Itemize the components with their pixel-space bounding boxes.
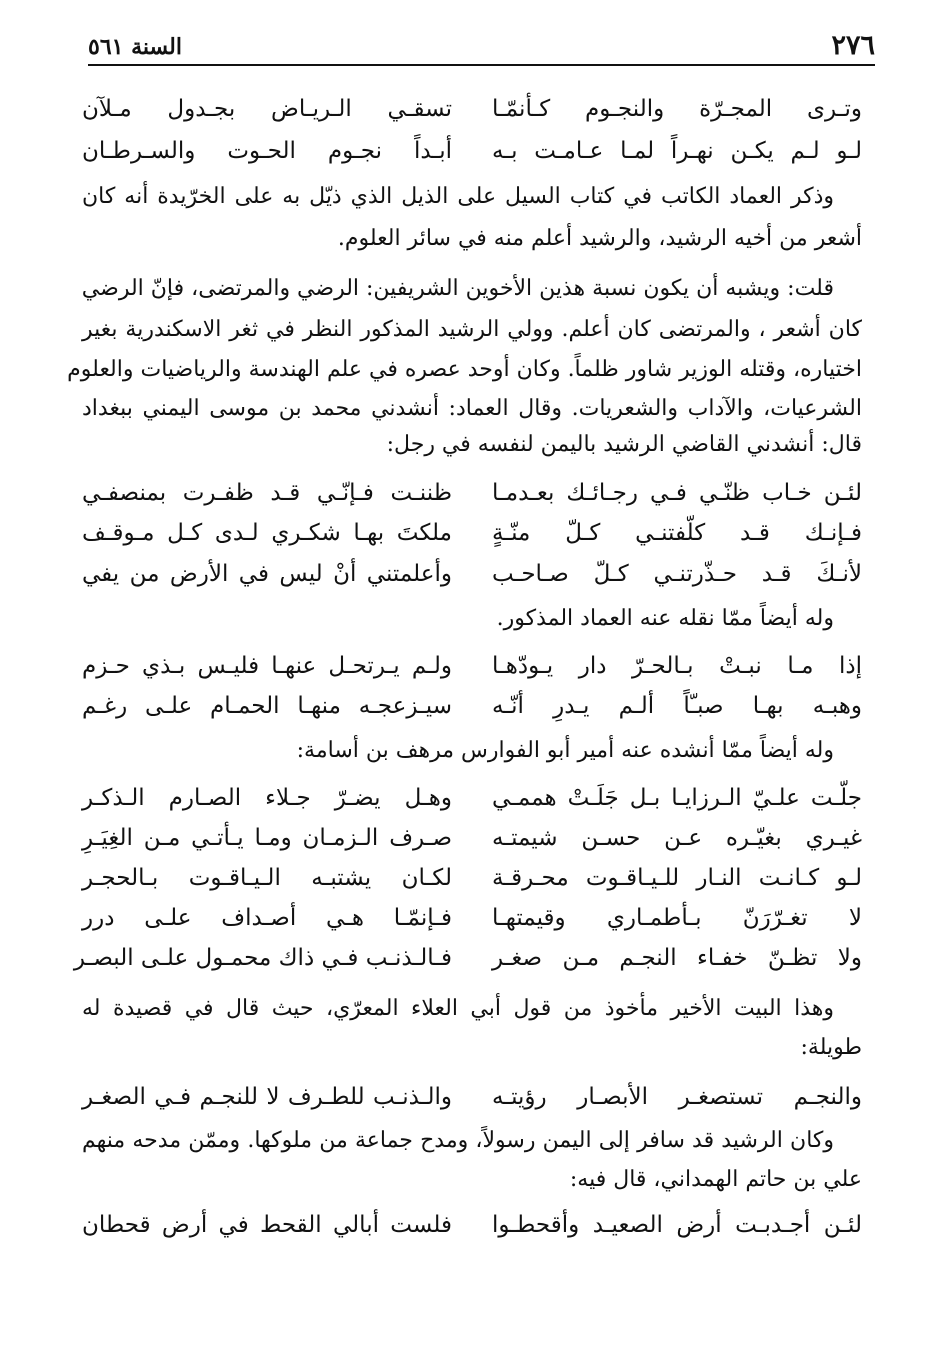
hemistich-second: لكـان يشتبـه الـيـاقـوت بـالحجـر bbox=[82, 865, 452, 891]
hemistich-first: غيـري بغيّـره عـن حسـن شيمتـه bbox=[492, 825, 862, 851]
hemistich-second: أبـداً نجـوم الحـوت والسـرطـان bbox=[82, 138, 452, 164]
hemistich-first: وهبـه بهـا صبـّاً ألـم يـدرِ أنّـه bbox=[492, 693, 862, 719]
verse-line bbox=[82, 520, 862, 558]
page-header bbox=[88, 28, 875, 66]
verse-line bbox=[82, 785, 862, 823]
hemistich-first: إذا مـا نبـتْ بـالحـرّ دار يـودّهـا bbox=[492, 653, 862, 679]
paragraph-line: الشرعيات، والآداب والشعريات. وقال العماد: أنشدني محمد بن موسى اليمني ببغداد bbox=[82, 396, 862, 421]
hemistich-first: ولا تظـنّ خفـاء النجـم مـن صغـر bbox=[492, 945, 862, 971]
hemistich-first: لئـن أجـدبـت أرض الصعيـد وأقحطـوا bbox=[492, 1212, 862, 1238]
verse-line bbox=[82, 96, 862, 134]
verse-line bbox=[82, 825, 862, 863]
hemistich-second: فـإنمّـا هـي أصـداف علـى درر bbox=[82, 905, 452, 931]
hemistich-first: لـو لـم يكـن نهـراً لمـا عـامـت بـه bbox=[492, 138, 862, 164]
paragraph-line: وله أيضاً ممّا نقله عنه العماد المذكور. bbox=[496, 606, 834, 631]
hemistich-second: ظننـت فـإنّـي قـد ظفـرت بمنصفـي bbox=[82, 480, 452, 506]
hemistich-first: فـإنـك قـد كلّفتنـي كـلّ منّـةٍ bbox=[492, 520, 862, 546]
hemistich-first: لئـن خـاب ظنّـي فـي رجـائـك بعـدمـا bbox=[492, 480, 862, 506]
hemistich-second: ولـم يـرتحـل عنهـا فليـس بـذي حـزم bbox=[82, 653, 452, 679]
verse-line bbox=[73, 945, 862, 983]
hemistich-first: لا تغـرّرَنّ بـأطمـاري وقيمتهـا bbox=[492, 905, 862, 931]
verse-line bbox=[82, 561, 862, 599]
hemistich-second: ملكتَ بهـا شكـري لـدى كـل مـوقـف bbox=[82, 520, 452, 546]
paragraph-line: وله أيضاً ممّا أنشده عنه أمير أبو الفوارس مرهف بن أسامة: bbox=[296, 738, 834, 763]
hemistich-first: وتـرى المجـرّة والنجـوم كـأنمّـا bbox=[492, 96, 862, 122]
hemistich-second: والـذنـب للطـرف لا للنجـم فـي الصغـر bbox=[82, 1084, 452, 1110]
verse-line bbox=[82, 138, 862, 176]
paragraph-line: كان أشعر ، والمرتضى كان أعلم. وولي الرشيد المذكور النظر في ثغر الاسكندرية بغير bbox=[82, 317, 862, 342]
paragraph-line: أشعر من أخيه الرشيد، والرشيد أعلم منه في سائر العلوم. bbox=[337, 226, 862, 251]
paragraph-line: اختياره، وقتله الوزير شاور ظلماً. وكان أوحد عصره في علم الهندسة والرياضيات والعلوم bbox=[67, 357, 862, 382]
verse-line bbox=[82, 480, 862, 518]
page-number: ٢٧٦ bbox=[831, 30, 875, 61]
verse-line bbox=[82, 1212, 862, 1250]
hemistich-second: تسقـي الـريـاض بجـدول مـلآن bbox=[82, 96, 452, 122]
hemistich-first: لـو كـانـت النـار للـيـاقـوت محـرقـة bbox=[492, 865, 862, 891]
hemistich-second: وهـل يضـرّ جـلاء الصـارم الـذكـر bbox=[82, 785, 452, 811]
hemistich-second: صـرف الـزمـان ومـا يـأتـي مـن الغِيَـرِ bbox=[82, 825, 452, 851]
paragraph-line: وذكر العماد الكاتب في كتاب السيل على الذيل الذي ذيّل به على الخرّيدة أنه كان bbox=[82, 184, 834, 209]
hemistich-first: لأنـكَ قـد حـذّرتنـي كـلّ صـاحـب bbox=[492, 561, 862, 587]
hemistich-second: فلست أبالي القحط في أرض قحطان bbox=[82, 1212, 452, 1238]
hemistich-second: سيـزعجـه منهـا الحمـام علـى رغـم bbox=[82, 693, 452, 719]
verse-line bbox=[82, 1084, 862, 1122]
paragraph-line: قلت: ويشبه أن يكون نسبة هذين الأخوين الشريفين: الرضي والمرتضى، فإنّ الرضي bbox=[81, 276, 834, 301]
paragraph-line: علي بن حاتم الهمداني، قال فيه: bbox=[569, 1167, 862, 1192]
running-head-year: السنة ٥٦١ bbox=[88, 34, 182, 60]
hemistich-first: والنجـم تستصغـر الأبصـار رؤيتـه bbox=[492, 1084, 862, 1110]
paragraph-line: قال: أنشدني القاضي الرشيد باليمن لنفسه في رجل: bbox=[386, 432, 862, 457]
hemistich-second: فـالـذنـب فـي ذاك محمـول علـى البصـر bbox=[73, 945, 452, 971]
verse-line bbox=[82, 865, 862, 903]
paragraph-line: وكان الرشيد قد سافر إلى اليمن رسولاً، ومدح جماعة من ملوكها. وممّن مدحه منهم bbox=[82, 1128, 834, 1153]
verse-line bbox=[82, 693, 862, 731]
verse-line bbox=[82, 905, 862, 943]
hemistich-first: جلّـت علـيّ الـرزايـا بـل جَلَـتْ هممـي bbox=[492, 785, 862, 811]
hemistich-second: وأعلمتني أنْ ليس في الأرض من يفي bbox=[82, 561, 452, 587]
verse-line bbox=[82, 653, 862, 691]
paragraph-line: طويلة: bbox=[800, 1035, 862, 1060]
paragraph-line: وهذا البيت الأخير مأخوذ من قول أبي العلاء المعرّي، حيث قال في قصيدة له bbox=[82, 996, 834, 1021]
